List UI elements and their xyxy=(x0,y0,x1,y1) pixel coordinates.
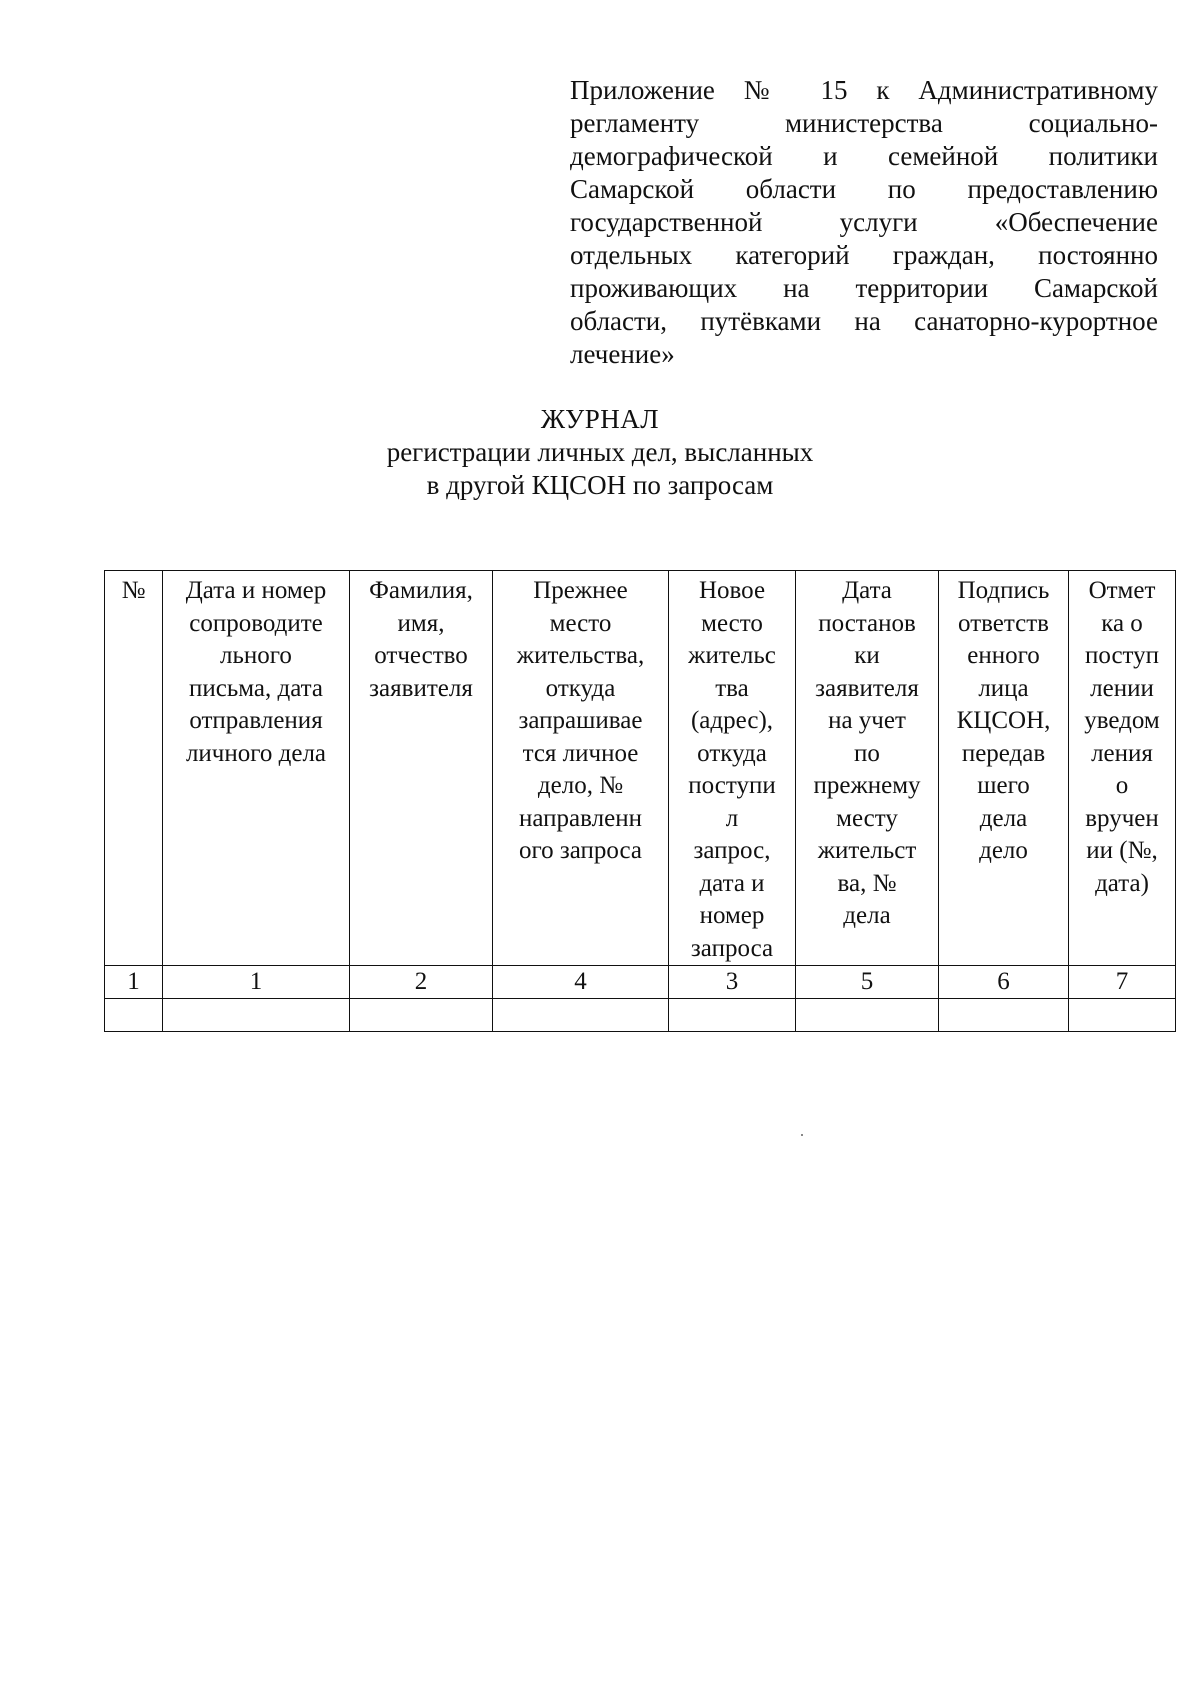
empty-cell xyxy=(493,999,669,1032)
column-number-cell: 3 xyxy=(669,966,796,999)
appendix-line: Приложение № 15 к Административному xyxy=(570,75,1158,105)
empty-cell xyxy=(105,999,163,1032)
column-header: № xyxy=(105,571,163,966)
scan-speck xyxy=(801,1134,803,1136)
column-number-cell: 4 xyxy=(493,966,669,999)
appendix-line: государственной услуги «Обеспечение xyxy=(570,207,1158,237)
column-number-cell: 7 xyxy=(1069,966,1176,999)
journal-heading: ЖУРНАЛ xyxy=(540,404,660,434)
table-row xyxy=(105,999,1176,1032)
column-header: Дата и номер сопроводите льного письма, дата отправления личного дела xyxy=(163,571,350,966)
column-number-cell: 5 xyxy=(796,966,939,999)
appendix-line: отдельных категорий граждан, постоянно xyxy=(570,240,1158,270)
journal-title-block xyxy=(0,403,1200,502)
appendix-line: Самарской области по предоставлению xyxy=(570,174,1158,204)
journal-subtitle-line: в другой КЦСОН по запросам xyxy=(426,470,774,500)
column-header: Отмет ка о поступ лении уведом ления о вручен ии (№, дата) xyxy=(1069,571,1176,966)
empty-cell xyxy=(796,999,939,1032)
column-header: Дата постанов ки заявителя на учет по прежнему месту жительст ва, № дела xyxy=(796,571,939,966)
journal-table xyxy=(104,570,1176,1032)
column-header: Фамилия, имя, отчество заявителя xyxy=(350,571,493,966)
journal-subtitle-line: регистрации личных дел, высланных xyxy=(386,437,814,467)
empty-cell xyxy=(939,999,1069,1032)
appendix-line: лечение» xyxy=(570,339,675,369)
table-header-row xyxy=(105,571,1176,966)
appendix-line: проживающих на территории Самарской xyxy=(570,273,1158,303)
empty-cell xyxy=(669,999,796,1032)
column-number-cell: 6 xyxy=(939,966,1069,999)
column-header: Новое место жительс тва (адрес), откуда поступи л запрос, дата и номер запроса xyxy=(669,571,796,966)
empty-cell xyxy=(1069,999,1176,1032)
column-number-cell: 1 xyxy=(163,966,350,999)
column-number-cell: 2 xyxy=(350,966,493,999)
appendix-line: регламенту министерства социально- xyxy=(570,108,1158,138)
appendix-note xyxy=(570,74,1158,371)
empty-cell xyxy=(163,999,350,1032)
empty-cell xyxy=(350,999,493,1032)
appendix-line: области, путёвками на санаторно-курортное xyxy=(570,306,1158,336)
appendix-line: демографической и семейной политики xyxy=(570,141,1158,171)
column-header: Подпись ответств енного лица КЦСОН, передав шего дела дело xyxy=(939,571,1069,966)
column-number-row xyxy=(105,966,1176,999)
column-number-cell: 1 xyxy=(105,966,163,999)
column-header: Прежнее место жительства, откуда запрашивае тся личное дело, № направленн ого запроса xyxy=(493,571,669,966)
